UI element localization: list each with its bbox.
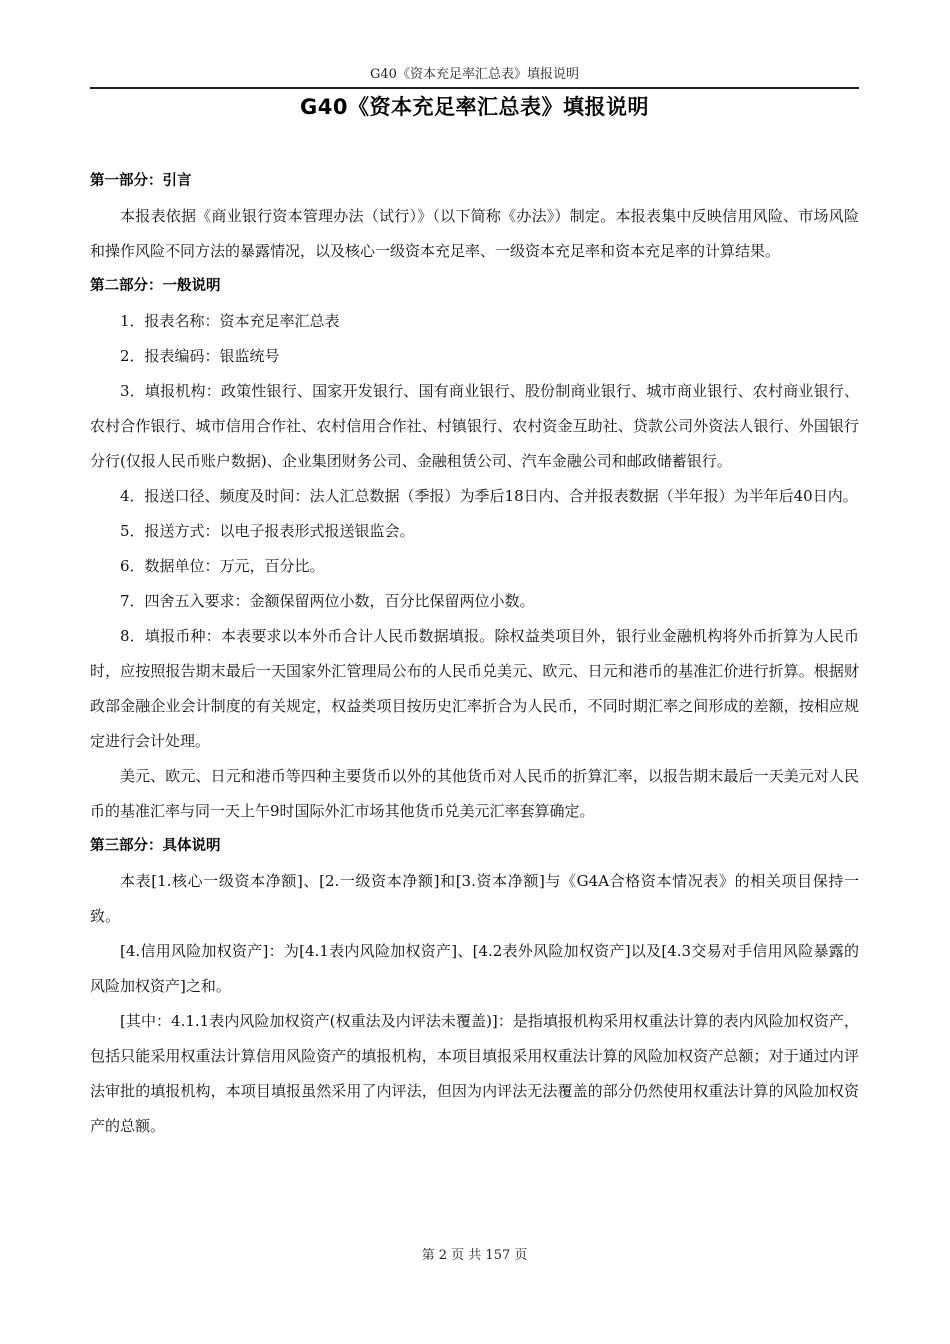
paragraph: [其中：4.1.1表内风险加权资产(权重法及内评法未覆盖)]：是指填报机构采用权重法计算的表内风险加权资产，包括只能采用权重法计算信用风险资产的填报机构，本项目填报采用权重法计算的风险加权资产总额；对于通过内评法审批的填报机构，本项目填报虽然采用了内评法，但因为内评法无法覆盖的部分仍然使用权重法计算的风险加权资产的总额。 (90, 1012, 859, 1135)
list-item: 3．填报机构：政策性银行、国家开发银行、国有商业银行、股份制商业银行、城市商业银行、农村商业银行、农村合作银行、城市信用合作社、农村信用合作社、村镇银行、农村资金互助社、贷款公司外资法人银行、外国银行分行(仅报人民币账户数据)、企业集团财务公司、金融租赁公司、汽车金融公司和邮政储蓄银行。 (90, 382, 859, 470)
document-title: G40《资本充足率汇总表》填报说明 (300, 95, 649, 119)
page-number: 第 2 页 共 157 页 (421, 1248, 528, 1263)
paragraph: 本表[1.核心一级资本净额]、[2.一级资本净额]和[3.资本净额]与《G4A合格资本情况表》的相关项目保持一致。 (90, 872, 859, 925)
section-introduction (90, 164, 859, 269)
paragraph: 美元、欧元、日元和港币等四种主要货币以外的其他货币对人民币的折算汇率，以报告期末最后一天美元对人民币的基准汇率与同一天上午9时国际外汇市场其他货币兑美元汇率套算确定。 (90, 767, 859, 820)
running-header: G40《资本充足率汇总表》填报说明 (370, 67, 579, 82)
paragraph: 本报表依据《商业银行资本管理办法（试行）》（以下简称《办法》）制定。本报表集中反映信用风险、市场风险和操作风险不同方法的暴露情况，以及核心一级资本充足率、一级资本充足率和资本充足率的计算结果。 (90, 207, 859, 260)
paragraph: [4.信用风险加权资产]：为[4.1表内风险加权资产]、[4.2表外风险加权资产]以及[4.3交易对手信用风险暴露的风险加权资产]之和。 (90, 942, 859, 995)
section-specific-notes (90, 829, 859, 1144)
list-item: 8．填报币种：本表要求以本外币合计人民币数据填报。除权益类项目外，银行业金融机构将外币折算为人民币时，应按照报告期末最后一天国家外汇管理局公布的人民币兑美元、欧元、日元和港币的基准汇价进行折算。根据财政部金融企业会计制度的有关规定，权益类项目按历史汇率折合为人民币，不同时期汇率之间形成的差额，按相应规定进行会计处理。 (90, 627, 859, 750)
list-item: 6．数据单位：万元，百分比。 (120, 557, 325, 575)
list-item: 5．报送方式：以电子报表形式报送银监会。 (120, 522, 415, 540)
list-item: 2．报表编码：银监统号 (120, 347, 280, 365)
header-divider (90, 87, 859, 89)
section-heading: 第二部分：一般说明 (90, 278, 221, 294)
list-item: 4．报送口径、频度及时间：法人汇总数据（季报）为季后18日内、合并报表数据（半年报）为半年后40日内。 (120, 487, 858, 505)
document-body (90, 164, 859, 1144)
list-item: 1．报表名称：资本充足率汇总表 (120, 312, 340, 330)
section-general-notes (90, 269, 859, 829)
section-heading: 第一部分：引言 (90, 173, 192, 189)
list-item: 7．四舍五入要求：金额保留两位小数，百分比保留两位小数。 (120, 592, 535, 610)
section-heading: 第三部分：具体说明 (90, 838, 221, 854)
